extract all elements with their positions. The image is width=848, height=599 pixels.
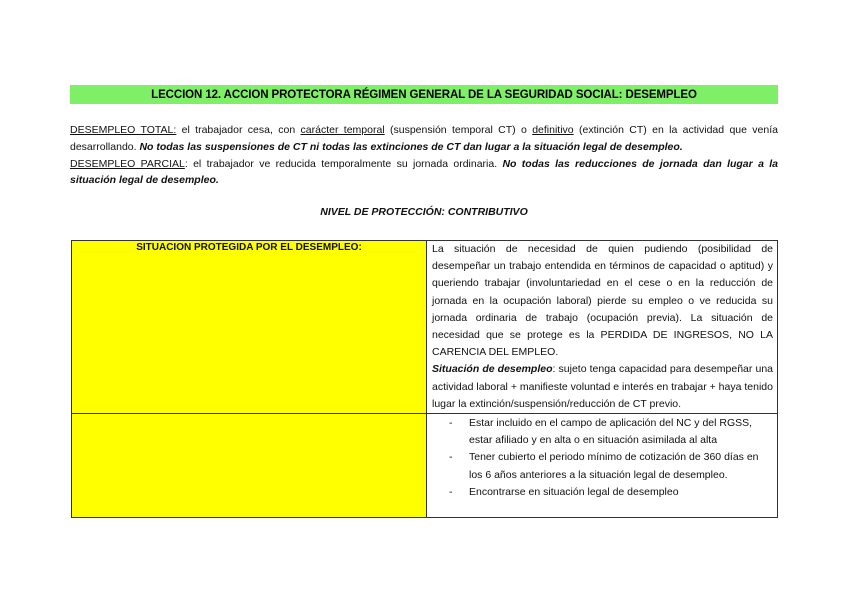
caracter-temporal-term: carácter temporal (300, 124, 385, 136)
dash-bullet: - (449, 451, 453, 464)
table-row (72, 241, 778, 414)
table-row (72, 414, 778, 518)
situacion-protegida-description (427, 241, 778, 414)
desempleo-total-note: No todas las suspensiones de CT ni todas las extinciones de CT dan lugar a la situación legal de desempleo. (139, 140, 683, 153)
requirement-text: Estar incluido en el campo de aplicación del NC y del RGSS, estar afiliado y en alta o en situación asimilada al alta (469, 417, 753, 447)
situacion-necesidad-text: La situación de necesidad de quien pudiendo (posibilidad de desempeñar un trabajo entendida en términos de capacidad o aptitud) y queriendo trabajar (involuntariedad en el cese o en la reducción de jornada en la ocupación laboral) pierde su empleo o ve reducida su jornada ordinaria de trabajo (ocupación previa). La situación de necesidad que se protege es la PERDIDA DE INGRESOS, NO LA CARENCIA DEL EMPLEO. (432, 243, 773, 359)
list-item (428, 484, 776, 501)
requisitos-label-cell (72, 414, 427, 518)
requirements-list (428, 415, 776, 501)
desempleo-parcial-note: No todas las reducciones de jornada dan lugar a la situación legal de desempleo. (70, 157, 778, 187)
list-item (428, 449, 776, 483)
requirement-text: Tener cubierto el periodo mínimo de cotización de 360 días en los 6 años anteriores a la situación legal de desempleo. (469, 451, 759, 481)
desempleo-total-text-3: (extinción CT) en la actividad que venía desarrollando. (70, 124, 778, 153)
list-item (428, 415, 776, 449)
lesson-title: LECCION 12. ACCION PROTECTORA RÉGIMEN GENERAL DE LA SEGURIDAD SOCIAL: DESEMPLEO (70, 85, 778, 104)
situacion-desempleo-text: : sujeto tenga capacidad para desempeñar una actividad laboral + manifieste voluntad e interés en trabajar + haya tenido lugar la extinción/suspensión/reducción de CT previo. (432, 363, 773, 410)
protection-level-heading: NIVEL DE PROTECCIÓN: CONTRIBUTIVO (320, 206, 528, 218)
protection-table (71, 240, 778, 518)
situacion-desempleo-label: Situación de desempleo (432, 363, 553, 376)
intro-paragraph (70, 122, 778, 189)
dash-bullet: - (449, 485, 453, 498)
desempleo-total-text: el trabajador cesa, con (176, 124, 301, 136)
situacion-protegida-label: SITUACION PROTEGIDA POR EL DESEMPLEO: (72, 241, 427, 414)
desempleo-parcial-text: : el trabajador ve reducida temporalmente su jornada ordinaria. (184, 157, 503, 170)
desempleo-total-text-2: (suspensión temporal CT) o (384, 124, 533, 136)
requisitos-cell (427, 414, 778, 518)
desempleo-parcial-label: DESEMPLEO PARCIAL (70, 157, 185, 170)
desempleo-total-label: DESEMPLEO TOTAL: (70, 124, 177, 136)
definitivo-term: definitivo (532, 124, 574, 136)
dash-bullet: - (449, 417, 453, 430)
requirement-text: Encontrarse en situación legal de desempleo (469, 485, 679, 498)
